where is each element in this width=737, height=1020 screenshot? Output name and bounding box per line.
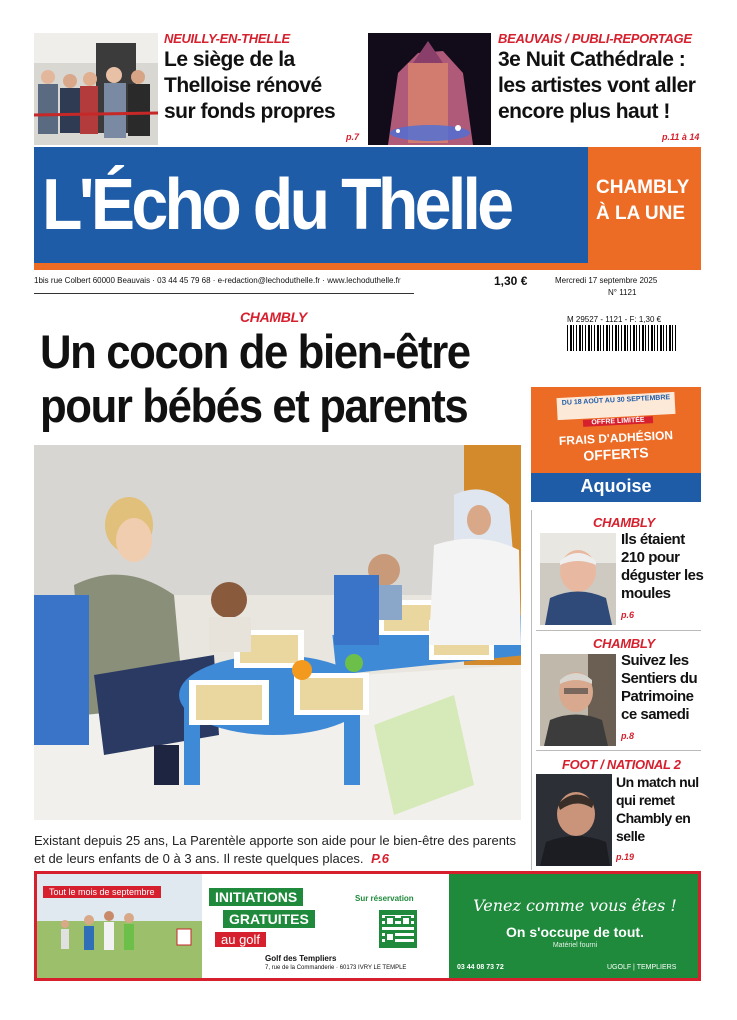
promo-box[interactable] bbox=[531, 387, 701, 502]
teaser-kicker: NEUILLY-EN-THELLE bbox=[164, 31, 290, 46]
sidebar-page-ref: p.19 bbox=[616, 852, 635, 862]
sidebar-photo-football-coach bbox=[536, 774, 612, 866]
teaser-headline[interactable]: Le siège de la Thelloise rénové sur fonds propres bbox=[164, 48, 336, 123]
sidebar-kicker: CHAMBLY bbox=[593, 515, 655, 530]
sidebar-divider bbox=[531, 510, 532, 870]
teaser-photo-ribbon-cutting bbox=[34, 33, 158, 145]
badge-line-1: CHAMBLY bbox=[596, 177, 690, 198]
info-date: Mercredi 17 septembre 2025 bbox=[555, 276, 658, 285]
ad-club-address: 7, rue de la Commanderie · 60173 IVRY LE TEMPLE bbox=[265, 965, 407, 971]
teaser-page-ref: p.11 à 14 bbox=[662, 132, 700, 142]
ad-reservation: Sur réservation bbox=[355, 894, 414, 903]
teaser-kicker: BEAUVAIS / PUBLI-REPORTAGE bbox=[498, 31, 692, 46]
promo-dates: DU 18 AOÛT AU 30 SEPTEMBRE bbox=[561, 394, 671, 407]
promo-limited: OFFRE LIMITÉE bbox=[583, 416, 653, 427]
sidebar-headline[interactable]: Un match nul qui remet Chambly en selle bbox=[616, 774, 699, 844]
lead-page-ref: P.6 bbox=[371, 851, 390, 866]
ad-title-2: GRATUITES bbox=[223, 910, 315, 928]
sidebar-kicker: FOOT / NATIONAL 2 bbox=[562, 757, 681, 772]
masthead-title[interactable]: L'Écho du Thelle bbox=[42, 165, 511, 245]
ad-month: Tout le mois de septembre bbox=[43, 886, 161, 898]
sidebar-rule bbox=[536, 630, 701, 631]
sidebar-page-ref: p.8 bbox=[621, 731, 635, 741]
lead-caption bbox=[34, 832, 524, 868]
sidebar-headline[interactable]: Ils étaient 210 pour déguster les moules bbox=[621, 531, 704, 602]
lead-photo-daycare bbox=[34, 445, 521, 820]
badge-line-2: À LA UNE bbox=[596, 203, 686, 224]
info-rule bbox=[34, 293, 414, 294]
teaser-photo-cathedral bbox=[368, 33, 491, 145]
promo-brand: Aquoise bbox=[580, 476, 652, 496]
ad-club: Golf des Templiers bbox=[265, 954, 337, 963]
golf-ad[interactable] bbox=[34, 871, 701, 981]
sidebar-kicker: CHAMBLY bbox=[593, 636, 655, 651]
info-address: 1bis rue Colbert 60000 Beauvais · 03 44 45 79 68 · e-redaction@lechoduthelle.fr · www.lechoduthelle.fr bbox=[34, 276, 401, 285]
ad-title-3: au golf bbox=[215, 932, 266, 947]
sidebar-page-ref: p.6 bbox=[621, 610, 635, 620]
sidebar-photo-mussels bbox=[540, 533, 616, 625]
lead-caption-text: Existant depuis 25 ans, La Parentèle apporte son aide pour le bien-être des parents et de leurs enfants de 0 à 3 ans. Il reste quelques places. bbox=[34, 833, 517, 866]
ad-slogan: Venez comme vous êtes ! bbox=[473, 896, 677, 915]
barcode-text: M 29527 - 1121 - F: 1,30 € bbox=[567, 315, 662, 324]
ad-title-1: INITIATIONS bbox=[209, 888, 303, 906]
teaser-page-ref: p.7 bbox=[346, 132, 360, 142]
teaser-headline[interactable]: 3e Nuit Cathédrale : les artistes vont aller encore plus haut ! bbox=[498, 48, 696, 123]
sidebar-headline[interactable]: Suivez les Sentiers du Patrimoine ce samedi bbox=[621, 652, 698, 723]
info-price: 1,30 € bbox=[494, 274, 528, 288]
lead-headline-line-1[interactable]: Un cocon de bien-être bbox=[40, 325, 470, 378]
masthead-badge[interactable] bbox=[588, 147, 701, 270]
sidebar-rule bbox=[536, 750, 701, 751]
ad-material: Matériel fourni bbox=[552, 942, 598, 949]
promo-line-1: FRAIS D'ADHÉSION bbox=[558, 428, 674, 448]
ad-phone: 03 44 08 73 72 bbox=[457, 964, 504, 971]
qr-code[interactable] bbox=[379, 910, 417, 948]
lead-headline-line-2[interactable]: pour bébés et parents bbox=[40, 379, 468, 432]
info-issue: N° 1121 bbox=[608, 288, 637, 297]
barcode bbox=[567, 325, 677, 351]
ad-brand: UGOLF | TEMPLIERS bbox=[607, 964, 677, 971]
lead-kicker: CHAMBLY bbox=[240, 309, 307, 325]
promo-line-2: OFFERTS bbox=[582, 444, 650, 464]
sidebar-photo-heritage bbox=[540, 654, 616, 746]
ad-tagline: On s'occupe de tout. bbox=[506, 924, 644, 940]
